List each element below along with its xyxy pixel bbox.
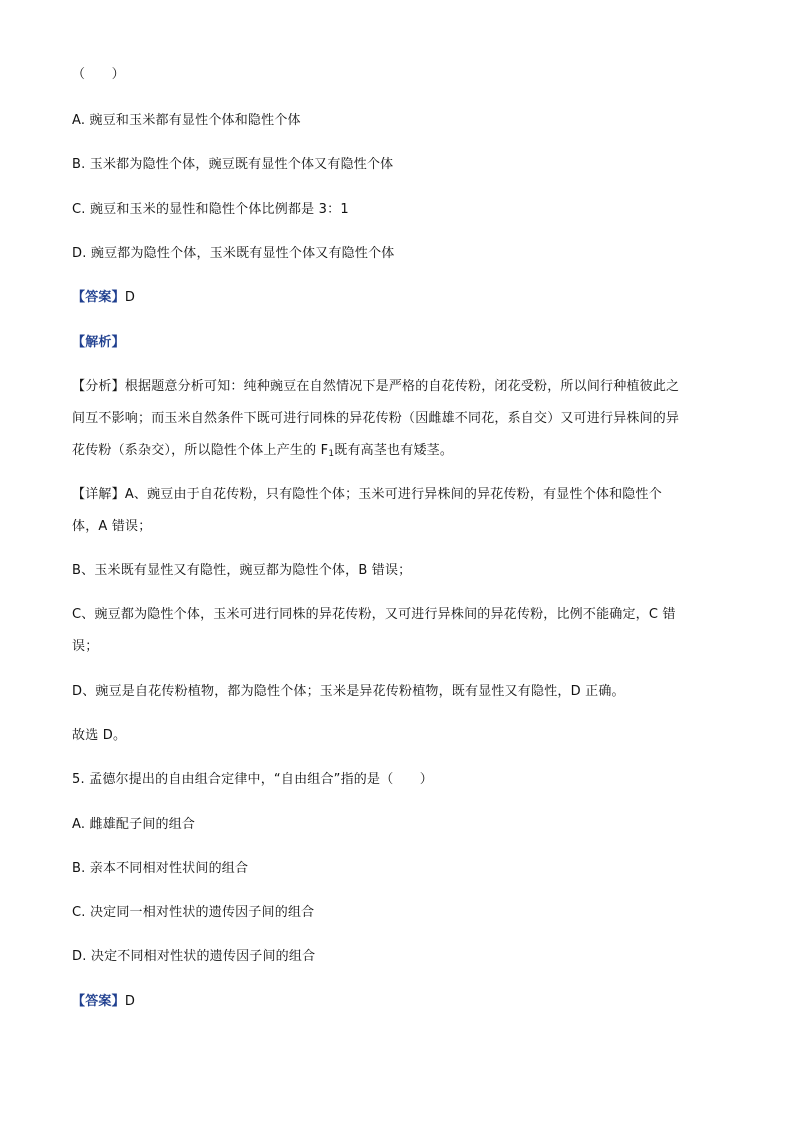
q4-jiexi: [72, 332, 125, 354]
q4-option-d: D. 豌豆都为隐性个体，玉米既有显性个体又有隐性个体: [72, 246, 395, 261]
fenxi-text-3a: 花传粉（系杂交），所以隐性个体上产生的 F: [72, 443, 329, 458]
fenxi-text-3b: 既有高茎也有矮茎。: [334, 443, 454, 458]
jiexi-tag: 【解析】: [72, 335, 125, 350]
q4-option-c: C. 豌豆和玉米的显性和隐性个体比例都是 3：1: [72, 202, 349, 217]
answer-value: D: [124, 290, 136, 305]
q4-conclusion: 故选 D。: [72, 728, 127, 743]
xiangjie-text-1: A、豌豆由于自花传粉，只有隐性个体；玉米可进行异株间的异花传粉，有显性个体和隐性个: [124, 487, 662, 502]
fenxi-tag: 【分析】: [72, 379, 125, 394]
q4-fenxi-line-1: [72, 376, 679, 398]
q4-xiangjie-line-2: 体，A 错误；: [72, 519, 152, 534]
q5-option-d: D. 决定不同相对性状的遗传因子间的组合: [72, 949, 316, 964]
q4-answer: [72, 287, 135, 309]
q4-stem-tail: （ ）: [72, 67, 125, 82]
q5-option-b: B. 亲本不同相对性状间的组合: [72, 861, 249, 876]
q4-option-a: A. 豌豆和玉米都有显性个体和隐性个体: [72, 113, 301, 128]
fenxi-subscript: 1: [328, 449, 335, 459]
q5-answer: [72, 991, 135, 1013]
answer-tag: 【答案】: [72, 290, 125, 305]
q4-xiangjie-line-1: [72, 484, 662, 506]
answer-value: D: [124, 994, 136, 1009]
xiangjie-tag: 【详解】: [72, 487, 125, 502]
q4-detail-d: D、豌豆是自花传粉植物，都为隐性个体；玉米是异花传粉植物，既有显性又有隐性，D 正确。: [72, 684, 625, 699]
q4-detail-b: B、玉米既有显性又有隐性，豌豆都为隐性个体，B 错误；: [72, 563, 412, 578]
q4-fenxi-line-3: [72, 440, 453, 465]
q5-option-c: C. 决定同一相对性状的遗传因子间的组合: [72, 905, 315, 920]
q4-detail-c-line-1: C、豌豆都为隐性个体，玉米可进行同株的异花传粉，又可进行异株间的异花传粉，比例不能确定，C 错: [72, 607, 676, 622]
q4-detail-c-line-2: 误；: [72, 639, 99, 654]
answer-tag: 【答案】: [72, 994, 125, 1009]
q4-fenxi-line-2: 间互不影响；而玉米自然条件下既可进行同株的异花传粉（因雌雄不同花，系自交）又可进行异株间的异: [72, 411, 680, 426]
fenxi-text-1: 根据题意分析可知：纯种豌豆在自然情况下是严格的自花传粉，闭花受粉，所以间行种植彼此之: [124, 379, 680, 394]
q4-option-b: B. 玉米都为隐性个体，豌豆既有显性个体又有隐性个体: [72, 157, 394, 172]
q5-option-a: A. 雌雄配子间的组合: [72, 817, 196, 832]
q5-stem: 5. 孟德尔提出的自由组合定律中，“自由组合”指的是（ ）: [72, 772, 434, 787]
